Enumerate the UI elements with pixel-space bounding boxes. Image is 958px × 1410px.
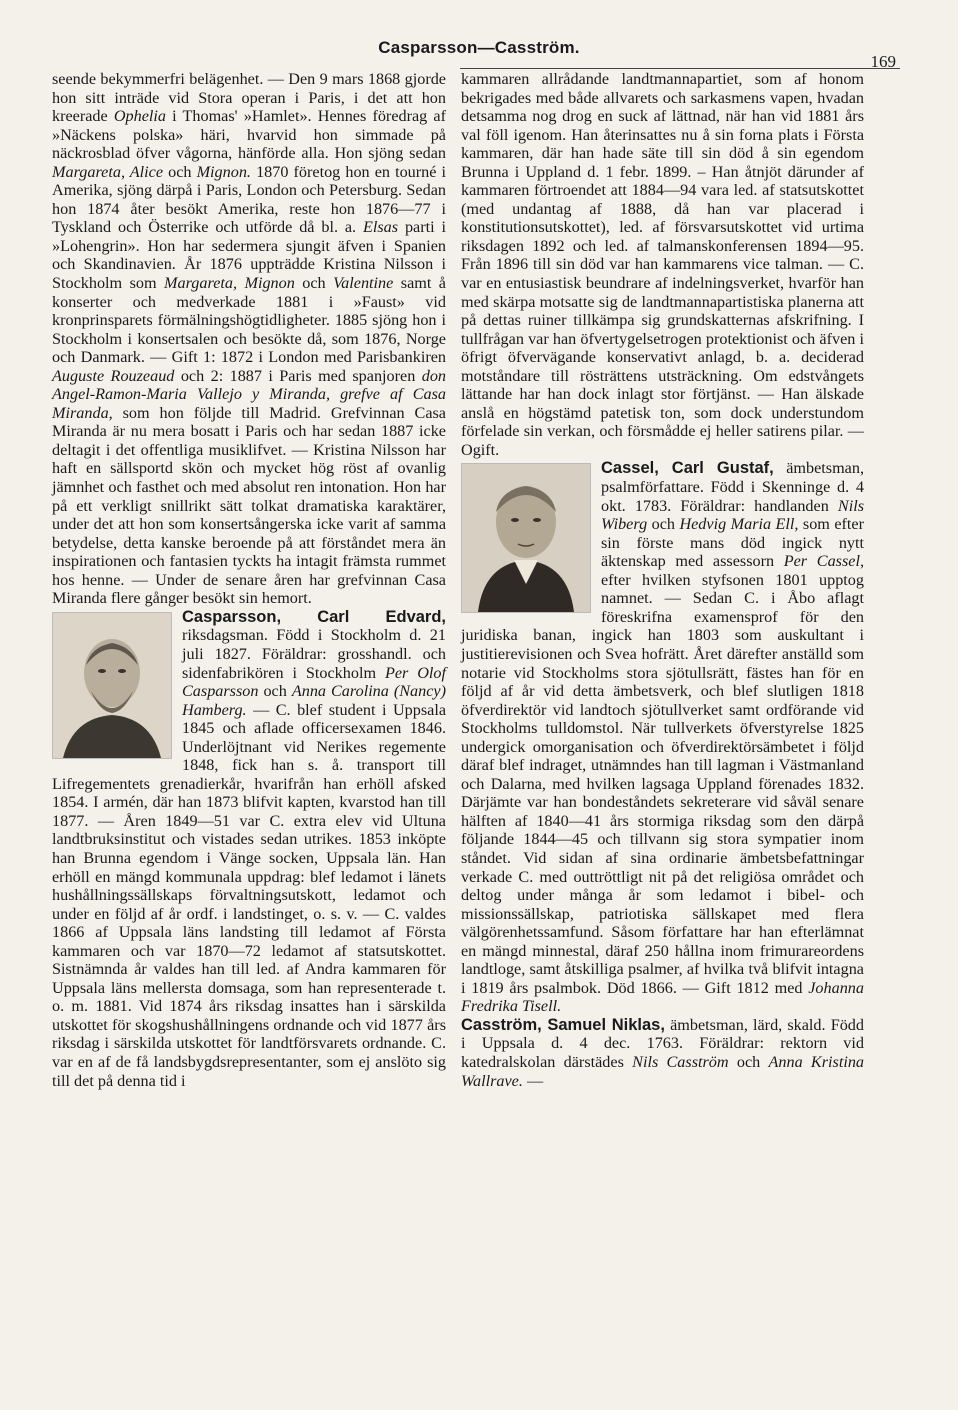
italic-name: don Angel-Ramon-Maria Vallejo y Miranda, grefve af Casa Miranda, bbox=[52, 366, 446, 422]
italic-name: Mignon. bbox=[196, 162, 251, 181]
italic-name: Margareta, Alice bbox=[52, 162, 164, 181]
italic-name: Auguste Rouzeaud bbox=[52, 366, 175, 385]
italic-name: Elsas bbox=[362, 218, 399, 237]
text-run: kammaren allrådande landtmannapartiet, som af honom bekrigades med både allvarets och sarkasmens vapen, hvadan detsamma nog drog en suck af lättnad, när han vid 1881 års val föll igenom. Han återinsattes nu å sin forna plats i Första kammaren, där han hade säte till sin död å sin egendom Brunna i Uppland d. 1 febr. 1899. – Han åtnjöt därunder af kammaren förtroendet att 1884—94 vara led. af statsutskottet (med undantag af 1888, då han var placerad i konstitutionsutskottet), led. af försvarsutskottet vid urtima riksdagen 1892 och led. af talmanskonferensen 1894—95. Från 1896 till sin död var han kammarens vice talman. — C. var en entusiastisk beundrare af indelningsverket, hvarför han med skärpa motsatte sig de landtmannapartistiska planerna att på dettas ruiner tillkämpa sig grundskatternas afskrifning. I tullfrågan var han öfvertygelsetrogen protektionist och äfven i öfrigt öfvervägande konservativt anlagd, b. a. deciderad motståndare till rösträttens utsträckning. Om edstvångets lättande har han dock inlagt stor förtjänst. — Han älskade anslå en högstämd patetisk ton, som dock understundom förfelade sin verkan, och försmådde ej heller satirens pilar. — Ogift. bbox=[461, 70, 864, 459]
italic-name: Per Olof Casparsson bbox=[182, 663, 446, 701]
text-run: samt å konserter och medverkade 1881 i »Faust» vid kronprinsparets förmälningshögtidligheter. 1885 sjöng hon i Stockholm i konsertsalen och besökte då, som 1876, Norge och Danmark. — Gift 1: 1872 i London med Parisbankiren bbox=[52, 274, 446, 367]
italic-name: Nils Casström bbox=[632, 1052, 729, 1071]
entry-headword: Cassel, Carl Gustaf, bbox=[601, 459, 774, 478]
casparsson-entry-continuation bbox=[461, 70, 864, 459]
text-run: — C. blef student i Uppsala 1845 och aflade officersexamen 1846. Underlöjtnant vid Nerikes regemente 1848, fick han s. å. transport till Lifregementets grenadierkår, hvarifrån han erhöll afsked 1854. I armén, där han 1873 blifvit kapten, kvarstod han till 1877. — Åren 1849—51 var C. extra elev vid Ultuna landtbruksinstitut och vistades sedan utrikes. 1853 inköpte han Brunna egendom i Vänge socken, Uppsala län. Han erhöll en mängd kommunala uppdrag: blef ledamot i länets hushållningssällskaps förvaltningsutskott, ledamot och under en följd af år ordf. i landstinget, o. s. v. — C. valdes 1866 af Uppsala läns landsting till ledamot af Första kammaren och var 1870—72 ledamot af statsutskottet. Sistnämnda år valdes han till led. af Andra kammaren för Uppsala läns mellersta domsaga, som han representerade t. o. m. 1881. Vid 1874 års riksdag insattes han i särskilda utskottet för skogshushållningens ordnande och vid 1877 års riksdag i särskilda utskottet för landtförsvarets ordnande. C. var en af de få landsbygdsrepresentanter, som ej anslöto sig till det på denna tid i bbox=[52, 700, 446, 1090]
text-run: i Thomas' »Hamlet». Hennes föredrag af »Näckens polska» häri, hvarvid hon simmade på näckrosblad öfver vågorna, hänförde alla. Hon sjöng sedan bbox=[52, 107, 446, 163]
italic-name: Nils Wiberg bbox=[601, 496, 864, 534]
page-number: 169 bbox=[870, 52, 896, 71]
portrait-cassel bbox=[461, 463, 591, 613]
italic-name: Valentine bbox=[333, 274, 394, 293]
text-run: som efter sin förste mans död ingick nytt äktenskap med assessorn bbox=[601, 515, 864, 571]
italic-name: Per Cassel, bbox=[783, 552, 864, 571]
italic-name: Anna Kristina Wallrave. bbox=[461, 1052, 865, 1090]
portrait-casparsson bbox=[52, 612, 172, 759]
text-run: 1870 företog hon en tourné i Amerika, sjöng därpå i Paris, London och Petersburg. Sedan hon 1874 åter besökt Amerika, reste hon 1876—77 i Tyskland och Österrike och utförde då bl. a. bbox=[52, 162, 447, 237]
text-run: efter hvilken styfsonen 1801 upptog namnet. — Sedan C. i Åbo aflagt föreskrifna examensprof för den juridiska banan, ingick han 1803 som auskultant i justitierevisionen och Svea hofrätt. Året därefter anställd som notarie vid Stockholms stora sjötullsrätt, fästes han för en följd af år vid detta ämbetsverk, och blef slutligen 1818 öfverdirektör vid landtoch sjötullverket samt ordförande vid Stockholms tulldomstol. När tullverkets öfverstyrelse 1825 undergick omorganisation och öfverdirektörsämbetet i följd däraf blef indraget, utnämndes han till lagman i Västmanland och Dalarna, med hvilken lagsaga Uppland förenades 1832. Därjämte var han bondeståndets sekreterare vid såväl senare hälften af 1840—41 års stormiga riksdag som den därpå följande 1844—45 och tillvann sig stora sympatier inom ståndet. Vid sidan af sina ordinarie ämbetsbefattningar verkade C. med outtröttligt nit på det religiösa området och deltog under många år som ledamot i bibel- och missionssällskap, patriotiska sällskapet med flera välgörenhetssamfund. Såsom författare har han efterlämnat en mängd minnestal, däraf 250 hållna inom frimurareordens landtloge, samt åtskilliga psalmer, af hvilka två blifvit intagna i 1819 års psalmbok. Död 1866. — Gift 1812 med bbox=[461, 570, 864, 997]
text-run: parti i »Lohengrin». Hon har sedermera sjungit äfven i Spanien och Skandinavien. År 1876 uppträdde Kristina Nilsson i Stockholm som bbox=[52, 218, 446, 293]
casparsson-entry bbox=[52, 608, 446, 1090]
text-run: och bbox=[647, 515, 680, 534]
text-run: och 2: 1887 i Paris med spanjoren bbox=[174, 366, 422, 385]
cassel-entry bbox=[461, 459, 864, 1015]
header-rule bbox=[460, 68, 900, 69]
right-column bbox=[461, 70, 864, 1090]
italic-name: Ophelia bbox=[113, 107, 167, 126]
text-run: och bbox=[163, 162, 197, 181]
italic-name: Hedvig Maria Ell, bbox=[679, 515, 799, 534]
text-run: seende bekymmerfri belägenhet. — Den 9 mars 1868 gjorde hon sitt inträde vid Stora operan i Paris, i det att hon kreerade bbox=[52, 70, 446, 126]
text-run: och bbox=[294, 274, 334, 293]
running-head: Casparsson—Casström. bbox=[378, 38, 580, 57]
text-run: som hon följde till Madrid. Grefvinnan Casa Miranda är nu mera bosatt i Paris och har sedan 1887 icke deltagit i det offentliga musiklifvet. — Kristina Nilsson har haft en sällsportd skön och mycket hög röst af ovanlig jämnhet och fasthet och med absolut ren intonation. Hon har på ett verkligt snillrikt sätt tolkat dramatiska karaktärer, under det att hon som konsertsångerska icke varit af samma betydelse, detta kanske beroende på att förståndet mera än inspirationen och fantasien tyckts ha intagit främsta rummet hos henne. — Under de senare åren har grefvinnan Casa Miranda flere gånger besökt sin hemort. bbox=[52, 403, 446, 608]
italic-name: Johanna Fredrika Tisell. bbox=[461, 978, 864, 1016]
entry-headword: Casström, Samuel Niklas, bbox=[461, 1015, 665, 1034]
portrait-engraving bbox=[53, 613, 171, 758]
text-run: ämbetsman, lärd, skald. Född i Uppsala d. 4 dec. 1763. Föräldrar: rektorn vid katedralskolan därstädes bbox=[461, 1015, 864, 1071]
text-run: ämbetsman, psalmförfattare. Född i Skenninge d. 4 okt. 1783. Föräldrar: handlanden bbox=[601, 459, 864, 515]
text-run: — bbox=[522, 1071, 544, 1090]
italic-name: Anna Carolina (Nancy) Hamberg. bbox=[182, 682, 447, 719]
text-run: riksdagsman. Född i Stockholm d. 21 juli 1827. Föräldrar: grosshandl. och sidenfabrikören i Stockholm bbox=[182, 626, 446, 682]
casstrom-entry bbox=[461, 1016, 864, 1090]
text-run: och bbox=[728, 1052, 769, 1071]
text-run: och bbox=[258, 682, 292, 701]
left-column bbox=[52, 70, 446, 1090]
entry-headword: Casparsson, Carl Edvard, bbox=[182, 607, 446, 626]
italic-name: Margareta, Mignon bbox=[164, 274, 295, 293]
nilsson-entry-continuation bbox=[52, 70, 446, 608]
portrait-engraving bbox=[462, 464, 590, 612]
